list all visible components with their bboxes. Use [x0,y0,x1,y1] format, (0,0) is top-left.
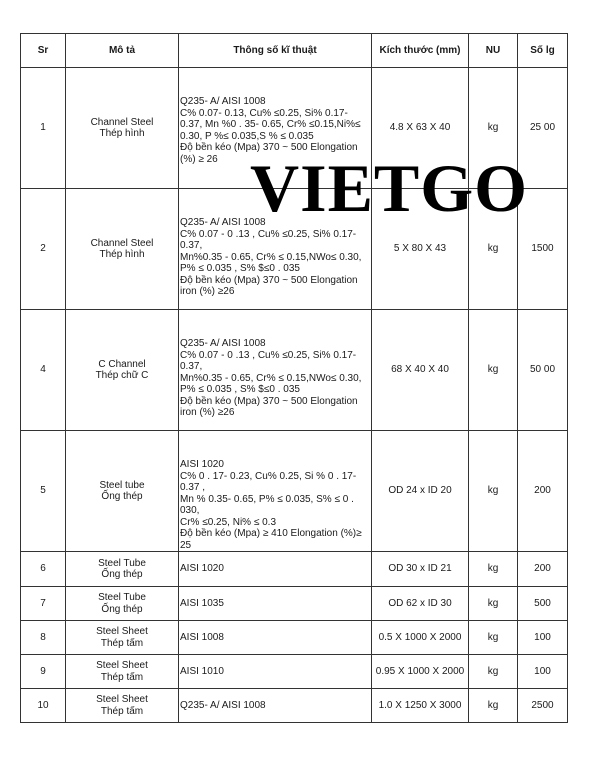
specification-line: C% 0.07 - 0 .13 , Cu% ≤0.25, Si% 0.17- 0.37, [180,349,357,372]
cell-sr: 8 [21,621,66,655]
description-line: Thép hình [99,128,145,139]
cell-size: OD 30 x ID 21 [372,552,469,587]
description-line: Thép hình [99,249,145,260]
cell-description [66,587,179,621]
cell-size: 1.0 X 1250 X 3000 [372,689,469,723]
cell-unit: kg [469,552,518,587]
description-line: Ống thép [101,491,143,502]
description-line: Steel tube [99,479,145,491]
header-row [21,34,568,68]
cell-unit: kg [469,655,518,689]
table-row [21,689,568,723]
description-line: Thép tấm [100,637,144,649]
specification-line: Q235- A/ AISI 1008 [180,338,266,349]
specification-line: C% 0 . 17- 0.23, Cu% 0.25, Si % 0 . 17- 0.37 , [180,470,357,493]
table-row [21,587,568,621]
specification-line: Độ bền kéo (Mpa) 370 ~ 500 Elongation (%) ≥ 26 [180,142,358,165]
vietgo-watermark: VIETGO [250,150,529,226]
specification-line: C% 0.07 - 0 .13 , Cu% ≤0.25, Si% 0.17- 0.37, [180,228,357,251]
cell-sr: 7 [21,587,66,621]
cell-unit: kg [469,310,518,431]
cell-unit: kg [469,68,518,189]
cell-sr: 4 [21,310,66,431]
specification-line: C% 0.07- 0.13, Cu% ≤0.25, Si% 0.17- 0.37, Mn %0 . 35- 0.65, Cr% ≤0.15,Ni%≤ 0.30, P %≤ 0.035,S % ≤ 0.035 [180,107,361,142]
specification-line: Mn % 0.35- 0.65, P% ≤ 0.035, S% ≤ 0 . 030, [180,493,354,516]
cell-specification [179,655,372,689]
specification-line: Q235- A/ AISI 1008 [180,217,266,228]
cell-size: 0.5 X 1000 X 2000 [372,621,469,655]
description-line: Steel Sheet [96,694,148,705]
cell-description [66,655,179,689]
description-line: Thép chữ C [95,370,149,381]
description-line: Thép tấm [100,705,144,717]
specification-line: AISI 1020 [180,563,224,575]
cell-specification [179,431,372,552]
cell-size: 68 X 40 X 40 [372,310,469,431]
cell-specification [179,689,372,723]
header-unit: NU [469,34,518,68]
cell-description [66,68,179,189]
specification-line: AISI 1035 [180,597,224,609]
specification-line: AISI 1020 [180,459,224,470]
description-line: Ống thép [101,603,143,615]
cell-description [66,431,179,552]
table-row [21,189,568,310]
header-size: Kích thước (mm) [372,34,469,68]
cell-unit: kg [469,431,518,552]
cell-specification [179,621,372,655]
specification-line: Q235- A/ AISI 1008 [180,699,266,711]
cell-size: OD 24 x ID 20 [372,431,469,552]
description-line: Steel Sheet [96,626,148,637]
specification-line: Mn%0.35 - 0.65, Cr% ≤ 0.15,NWo≤ 0.30, P% ≤ 0.035 , S% $≤0 . 035 [180,372,362,395]
table-row [21,431,568,552]
cell-specification [179,310,372,431]
cell-sr: 2 [21,189,66,310]
cell-size: 5 X 80 X 43 [372,189,469,310]
cell-quantity: 200 [518,552,568,587]
specification-line: Độ bền kéo (Mpa) 370 ~ 500 Elongation iron (%) ≥26 [180,395,358,418]
table-row [21,552,568,587]
specification-line: AISI 1010 [180,665,224,677]
cell-quantity: 25 00 [518,68,568,189]
specification-line: Mn%0.35 - 0.65, Cr% ≤ 0.15,NWo≤ 0.30, P% ≤ 0.035 , S% $≤0 . 035 [180,251,362,274]
header-sr: Sr [21,34,66,68]
cell-unit: kg [469,689,518,723]
cell-specification [179,68,372,189]
description-line: Channel Steel [90,237,154,249]
cell-description [66,189,179,310]
cell-description [66,621,179,655]
cell-description [66,552,179,587]
spec-table [20,33,568,723]
cell-quantity: 100 [518,655,568,689]
table-row [21,621,568,655]
specification-line: Q235- A/ AISI 1008 [180,96,266,107]
description-line: C Channel [98,358,146,370]
cell-description [66,310,179,431]
cell-quantity: 500 [518,587,568,621]
description-line: Ống thép [101,569,143,580]
cell-quantity: 100 [518,621,568,655]
cell-unit: kg [469,621,518,655]
specification-line: Độ bền kéo (Mpa) ≥ 410 Elongation (%)≥ 25 [180,528,362,551]
cell-specification [179,587,372,621]
description-line: Steel Tube [98,592,146,603]
cell-size: 0.95 X 1000 X 2000 [372,655,469,689]
specification-line: Cr% ≤0.25, Ni% ≤ 0.3 [180,516,277,528]
description-line: Steel Tube [98,557,146,569]
cell-sr: 10 [21,689,66,723]
cell-sr: 9 [21,655,66,689]
header-quantity: Số lg [518,34,568,68]
cell-quantity: 50 00 [518,310,568,431]
cell-specification [179,552,372,587]
cell-quantity: 1500 [518,189,568,310]
description-line: Channel Steel [90,116,154,128]
table-row [21,68,568,189]
description-line: Steel Sheet [96,660,148,671]
header-description: Mô tả [66,34,179,68]
cell-size: OD 62 x ID 30 [372,587,469,621]
cell-description [66,689,179,723]
cell-unit: kg [469,587,518,621]
cell-quantity: 200 [518,431,568,552]
cell-sr: 6 [21,552,66,587]
cell-unit: kg [469,189,518,310]
specification-line: AISI 1008 [180,631,224,643]
cell-sr: 1 [21,68,66,189]
specification-line: Độ bền kéo (Mpa) 370 ~ 500 Elongation iron (%) ≥26 [180,274,358,297]
header-specification: Thông số kĩ thuật [179,34,372,68]
description-line: Thép tấm [100,671,144,683]
table-row [21,310,568,431]
cell-quantity: 2500 [518,689,568,723]
cell-size: 4.8 X 63 X 40 [372,68,469,189]
cell-sr: 5 [21,431,66,552]
cell-specification [179,189,372,310]
table-row [21,655,568,689]
